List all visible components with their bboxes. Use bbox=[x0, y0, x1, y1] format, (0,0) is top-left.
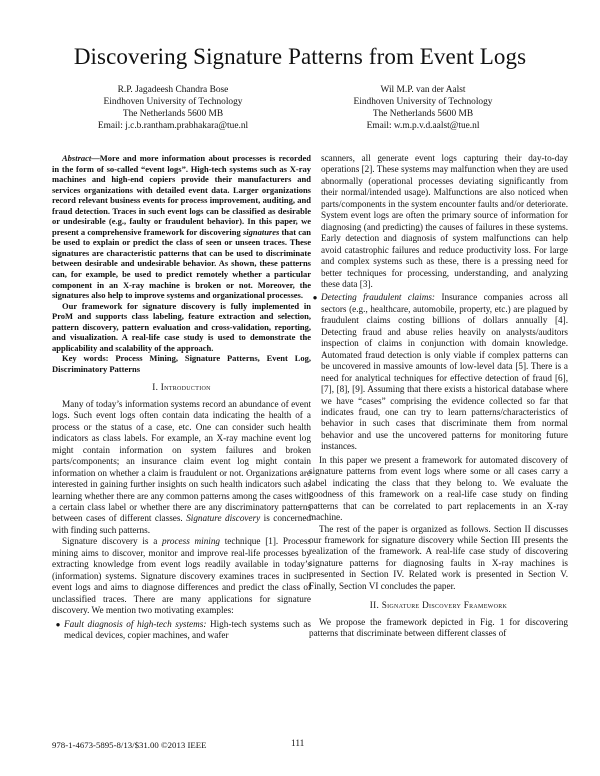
abstract-paragraph-2: Our framework for signature discovery is fully implemented in ProM and supports class labeling, feature extraction and selection, pattern discovery, pattern evaluation and cross-validation, reporting, and visualization. A real-life case study is used to demonstrate the applicability and scalability of the approach. bbox=[52, 300, 311, 353]
footer-isbn: 978-1-4673-5895-8/13/$31.00 ©2013 IEEE bbox=[52, 740, 207, 750]
author-affiliation: Eindhoven University of Technology bbox=[353, 97, 493, 107]
intro-paragraph-2: Signature discovery is a process mining technique [1]. Process mining aims to discover, monitor and improve real-life processes by extracting knowledge from event logs readily available in today’s (information) systems. Signature discovery examines traces in such event logs and aims to diagnose differences and predict the class of unclassified traces. There are many applications for signature discovery. We mention two motivating examples: bbox=[52, 536, 312, 616]
author-name: Wil M.P. van der Aalst bbox=[380, 85, 466, 95]
author-name: R.P. Jagadeesh Chandra Bose bbox=[117, 85, 229, 95]
intro-paragraph-4: The rest of the paper is organized as follows. Section II discusses our framework for signature discovery while Section III presents the realization of the framework. A real-life case study of discovering signature patterns for diagnosing faults in X-ray machines is presented in Section IV. Related work is presented in Section V. Finally, Section VI concludes the paper. bbox=[309, 523, 568, 591]
author-email: Email: w.m.p.v.d.aalst@tue.nl bbox=[366, 121, 480, 131]
bullet-fraudulent-claims: ● Detecting fraudulent claims: Insurance companies across all sectors (e.g., healthcare, automobile, property, etc.) are plagued by fraudulent claims costing billions of dollars annually [4]. Detecting fraud and abuse relies heavily on analysts/auditors inspection of claims in conjunction with domain knowledge. Automated fraud detection is only viable if complex patterns can be uncovered in massive amounts of low-level data [5]. There is a need for analytical techniques for effective detection of fraud [6], [7], [8], [9]. Assuming that there exists a historical database where we have “cases” comprising the evidence collected so far that indicates fraud, one can try to learn patterns/characteristics of behavior in such cases that discriminate them from normal behavior and use the uncovered patterns for monitoring future instances. bbox=[309, 292, 568, 452]
author-address: The Netherlands 5600 MB bbox=[372, 109, 474, 119]
abstract-paragraph: Abstract—More and more information about processes is recorded in the form of so-called “event logs”. High-tech systems such as X-ray machines and high-end copiers provide their manufacturers and services organizations with detailed event data. Larger organizations record relevant business events for process improvement, auditing, and fraud detection. Traces in such event logs can be classified as desirable or undesirable (e.g., faulty or fraudulent behavior). In this paper, we present a comprehensive framework for discovering signatures that can be used to explain or predict the class of seen or unseen traces. These signatures are characteristic patterns that can be used to discriminate between desirable and undesirable behavior. As shown, these patterns can, for example, be used to predict remotely whether a particular component in an X-ray machine is broken or not. Moreover, the signatures also help to improve systems and organizational processes. bbox=[52, 153, 312, 301]
author-affiliation: Eindhoven University of Technology bbox=[103, 97, 243, 107]
intro-paragraph-3: In this paper we present a framework for automated discovery of signature patterns from event logs where some or all cases carry a label indicating the class that they belong to. We evaluate the goodness of this framework on a real-life case study on finding patterns that can be correlated to part replacements in an X-ray machine. bbox=[309, 454, 568, 523]
bullet-icon: ● bbox=[312, 293, 318, 303]
bullet-icon: ● bbox=[55, 619, 61, 629]
right-column bbox=[309, 151, 568, 640]
paper-title: Discovering Signature Patterns from Event Logs bbox=[73, 44, 527, 69]
left-column bbox=[52, 153, 311, 641]
author-block-2 bbox=[298, 84, 548, 132]
page-number: 111 bbox=[291, 739, 305, 749]
bullet-fault-diagnosis-continued: scanners, all generate event logs capturing their day-to-day operations [2]. These systems may malfunction when they are used abnormally (operational processes deviating significantly from their normal/intended usage). Malfunctions are also noticed when parts/components in the system encounter faults and/or deteriorate. System event logs are often the primary source of information for diagnosing (and predicting) the causes of failures in these systems. Early detection and diagnosis of system malfunctions can help avoid catastrophic failures and reduce productivity loss. For large and complex systems such as these, there is a pressing need for better techniques for processing, understanding, and analyzing these data [3]. bbox=[321, 153, 568, 289]
section-heading-introduction: I. Introduction bbox=[152, 382, 211, 393]
section-heading-framework: II. Signature Discovery Framework bbox=[369, 600, 508, 611]
bullet-fault-diagnosis: ● Fault diagnosis of high-tech systems: High-tech systems such as medical devices, copier machines, and wafer bbox=[52, 619, 311, 642]
abstract-label: Abstract bbox=[62, 153, 92, 163]
author-email: Email: j.c.b.rantham.prabhakara@tue.nl bbox=[97, 121, 249, 131]
keywords: Key words: Process Mining, Signature Patterns, Event Log, Discriminatory Patterns bbox=[52, 353, 311, 374]
author-block-1 bbox=[48, 84, 298, 132]
framework-paragraph-1: We propose the framework depicted in Fig. 1 for discovering patterns that discriminate between different classes of bbox=[309, 616, 568, 639]
intro-paragraph-1: Many of today’s information systems record an abundance of event logs. Such event logs often contain data indicating the health of a process or the status of a case, etc. One can consider such health indicators as class labels. For example, an X-ray machine event log might contain information on system failures and broken parts/components; an insurance claim event log might contain information on whether a claim is fraudulent or not. Organizations are interested in gaining further insights on such health indicators such as learning whether there are any common patterns among the cases with a certain class label or whether there are any discriminatory patterns between cases of different classes. Signature discovery is concerned with finding such patterns. bbox=[52, 398, 312, 535]
author-address: The Netherlands 5600 MB bbox=[122, 109, 224, 119]
